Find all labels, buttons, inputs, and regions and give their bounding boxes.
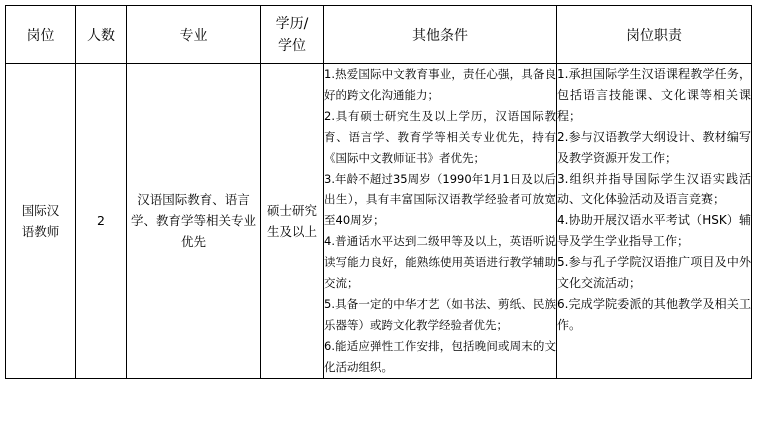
header-degree-line2: 学位 bbox=[278, 37, 306, 54]
header-count: 人数 bbox=[76, 6, 127, 64]
header-duties: 岗位职责 bbox=[557, 6, 752, 64]
cell-major: 汉语国际教育、语言学、教育学等相关专业优先 bbox=[127, 64, 261, 379]
table-row bbox=[6, 64, 752, 379]
condition-item: 3.年龄不超过35周岁（1990年1月1日及以后出生），具有丰富国际汉语教学经验者可放宽至40周岁； bbox=[324, 171, 556, 228]
cell-duties bbox=[557, 64, 752, 379]
header-row bbox=[6, 6, 752, 64]
cell-count: 2 bbox=[76, 64, 127, 379]
duty-item: 1.承担国际学生汉语课程教学任务，包括语言技能课、文化课等相关课程； bbox=[557, 67, 751, 123]
cell-conditions bbox=[324, 64, 557, 379]
header-degree bbox=[261, 6, 324, 64]
condition-item: 5.具备一定的中华才艺（如书法、剪纸、民族乐器等）或跨文化教学经验者优先； bbox=[324, 296, 556, 332]
condition-item: 2.具有硕士研究生及以上学历，汉语国际教育、语言学、教育学等相关专业优先，持有《国际中文教师证书》者优先； bbox=[324, 108, 556, 165]
job-table bbox=[5, 5, 752, 379]
header-position: 岗位 bbox=[6, 6, 76, 64]
duty-item: 5.参与孔子学院汉语推广项目及中外文化交流活动； bbox=[557, 255, 751, 291]
header-conditions: 其他条件 bbox=[324, 6, 557, 64]
header-degree-line1: 学历/ bbox=[275, 15, 309, 32]
cell-position: 国际汉语教师 bbox=[6, 64, 76, 379]
header-major: 专业 bbox=[127, 6, 261, 64]
duty-item: 3.组织并指导国际学生汉语实践活动、文化体验活动及语言竞赛； bbox=[557, 171, 751, 207]
document bbox=[5, 5, 752, 379]
cell-degree: 硕士研究生及以上 bbox=[261, 64, 324, 379]
duty-item: 6.完成学院委派的其他教学及相关工作。 bbox=[557, 296, 751, 332]
duty-item: 2.参与汉语教学大纲设计、教材编写及教学资源开发工作； bbox=[557, 129, 751, 165]
condition-item: 1.热爱国际中文教育事业，责任心强，具备良好的跨文化沟通能力； bbox=[324, 67, 556, 102]
condition-item: 6.能适应弹性工作安排，包括晚间或周末的文化活动组织。 bbox=[324, 338, 556, 374]
condition-item: 4.普通话水平达到二级甲等及以上，英语听说读写能力良好，能熟练使用英语进行教学辅助交流； bbox=[324, 234, 556, 291]
duty-item: 4.协助开展汉语水平考试（HSK）辅导及学生学业指导工作； bbox=[557, 213, 751, 249]
